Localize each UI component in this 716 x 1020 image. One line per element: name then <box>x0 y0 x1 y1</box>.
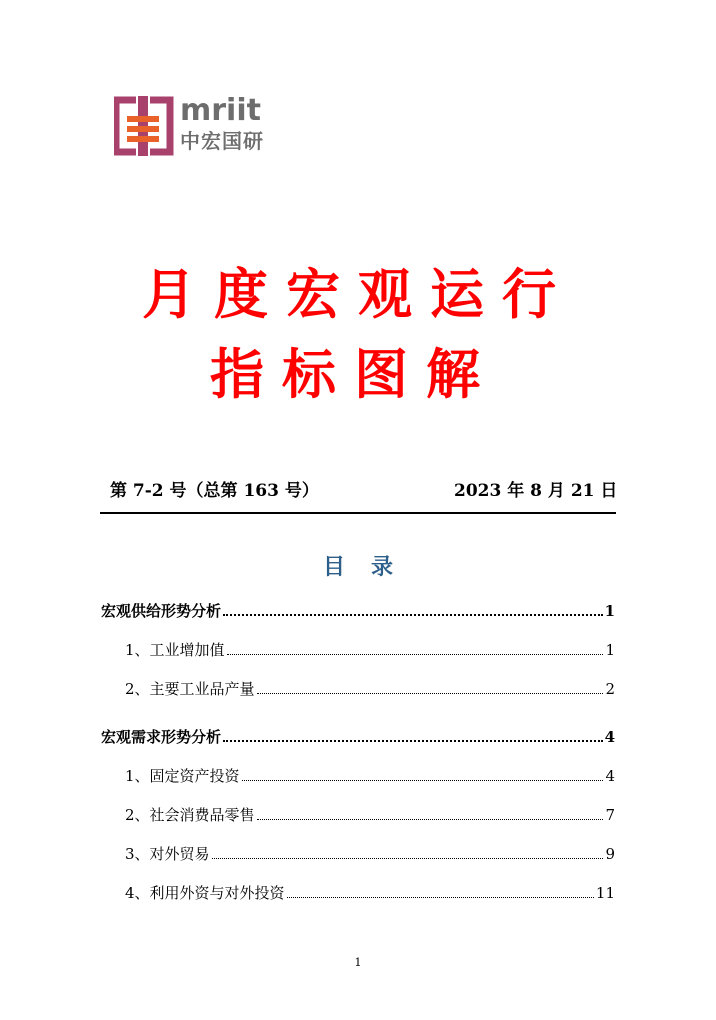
toc-item[interactable] <box>101 765 615 795</box>
company-logo <box>114 93 274 160</box>
toc-item-page: 7 <box>605 806 615 824</box>
toc-section-title: 宏观需求形势分析 <box>101 728 222 746</box>
toc-item-title: 2、主要工业品产量 <box>125 680 255 698</box>
toc-item[interactable] <box>101 804 615 834</box>
toc-leader-dots <box>227 654 604 655</box>
logo-mark-icon <box>114 96 174 156</box>
header-divider <box>100 512 616 514</box>
report-title-line1: 月度宏观运行 <box>142 263 574 326</box>
toc-section[interactable] <box>101 726 615 756</box>
issue-date: 2023 年 8 月 21 日 <box>454 481 618 501</box>
toc-item-page: 9 <box>605 845 615 863</box>
issue-number: 第 7-2 号（总第 163 号） <box>110 481 319 501</box>
toc-leader-dots <box>223 740 603 742</box>
toc-item[interactable] <box>101 843 615 873</box>
table-of-contents <box>101 600 615 912</box>
report-title-line2: 指标图解 <box>210 343 498 406</box>
toc-item-title: 1、工业增加值 <box>125 641 225 659</box>
toc-section-page: 1 <box>604 602 615 620</box>
toc-item-title: 2、社会消费品零售 <box>125 806 255 824</box>
toc-leader-dots <box>223 614 603 616</box>
toc-item[interactable] <box>101 882 615 912</box>
toc-item-page: 1 <box>605 641 615 659</box>
toc-section[interactable] <box>101 600 615 630</box>
toc-item-page: 4 <box>605 767 615 785</box>
logo-text-cn: 中宏国研 <box>180 129 264 153</box>
toc-leader-dots <box>242 780 604 781</box>
toc-leader-dots <box>257 819 604 820</box>
toc-section-page: 4 <box>604 728 615 746</box>
toc-item-title: 3、对外贸易 <box>125 845 210 863</box>
toc-section-title: 宏观供给形势分析 <box>101 602 222 620</box>
toc-item[interactable] <box>101 639 615 669</box>
toc-heading: 目录 <box>322 554 419 580</box>
toc-item[interactable] <box>101 678 615 708</box>
page-number: 1 <box>354 956 362 969</box>
toc-item-page: 2 <box>605 680 615 698</box>
toc-item-title: 1、固定资产投资 <box>125 767 240 785</box>
toc-leader-dots <box>287 897 594 898</box>
logo-text-en: mriit <box>180 93 261 128</box>
toc-leader-dots <box>257 693 604 694</box>
toc-item-page: 11 <box>595 884 615 902</box>
toc-leader-dots <box>212 858 604 859</box>
toc-item-title: 4、利用外资与对外投资 <box>125 884 285 902</box>
